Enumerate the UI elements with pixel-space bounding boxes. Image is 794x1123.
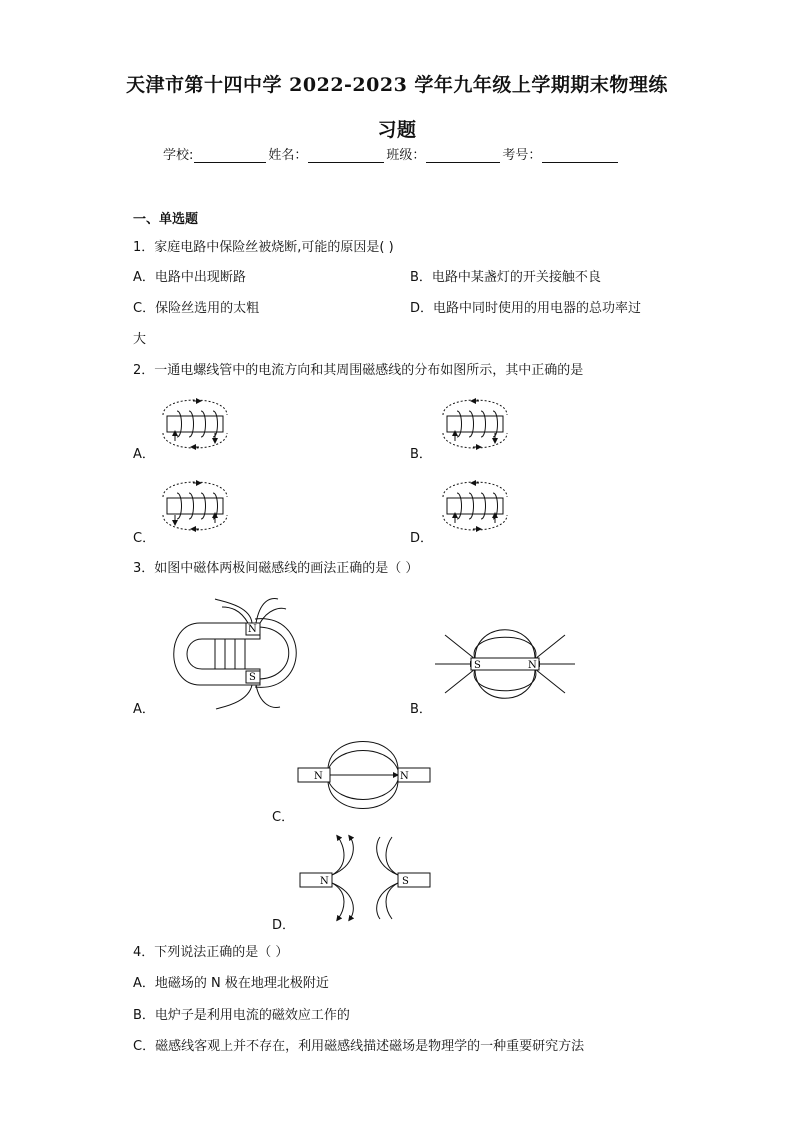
q3a-n-pole-label: N [248, 624, 257, 635]
q3a-s-pole-label: S [249, 672, 256, 683]
exam-number-label: 考号： [502, 148, 542, 163]
exam-title-line1: 天津市第十四中学 2022-2023 学年九年级上学期期末物理练 [126, 74, 668, 96]
q2-label-b: B． [410, 447, 432, 462]
q3-stem: 3．如图中磁体两极间磁感线的画法正确的是（ ） [133, 561, 419, 576]
school-label: 学校: [163, 148, 194, 163]
q1-stem: 1．家庭电路中保险丝被烧断,可能的原因是( ) [133, 240, 394, 255]
q4-option-c: C．磁感线客观上并不存在，利用磁感线描述磁场是物理学的一种重要研究方法 [133, 1039, 585, 1054]
class-blank[interactable] [426, 148, 500, 163]
exam-number-blank[interactable] [542, 148, 618, 163]
q3c-right-n-label: N [400, 771, 409, 782]
q2-label-c: C． [133, 531, 156, 546]
q3-label-d: D． [272, 918, 296, 933]
q2-solenoid-figure-b [435, 393, 515, 455]
q2-solenoid-figure-c [155, 475, 235, 537]
q3c-left-n-label: N [314, 771, 323, 782]
q1-option-a: A．电路中出现断路 [133, 270, 246, 285]
q3-bar-magnet-figure-b [435, 615, 575, 713]
q1-option-b: B．电路中某盏灯的开关接触不良 [410, 270, 601, 285]
q3b-n-pole-label: N [528, 660, 537, 671]
section-heading-single-choice: 一、单选题 [133, 212, 199, 227]
q4-option-a: A．地磁场的 N 极在地理北极附近 [133, 976, 329, 991]
q3-label-c: C． [272, 810, 295, 825]
q2-label-d: D． [410, 531, 434, 546]
q2-solenoid-figure-a [155, 393, 235, 455]
q3d-s-pole-label: S [402, 876, 409, 887]
q2-stem: 2．一通电螺线管中的电流方向和其周围磁感线的分布如图所示，其中正确的是 [133, 363, 584, 378]
q3b-s-pole-label: S [474, 660, 481, 671]
q4-stem: 4．下列说法正确的是（ ） [133, 945, 289, 960]
name-label: 姓名： [268, 148, 308, 163]
q2-label-a: A． [133, 447, 155, 462]
q4-option-b: B．电炉子是利用电流的磁效应工作的 [133, 1008, 350, 1023]
student-info-row [163, 144, 620, 163]
name-blank[interactable] [308, 148, 384, 163]
q3-label-a: A． [133, 702, 155, 717]
q3-n-s-poles-figure-d [298, 835, 433, 920]
school-blank[interactable] [194, 148, 266, 163]
q1-option-d-continued: 大 [133, 332, 147, 347]
q3-label-b: B． [410, 702, 432, 717]
q3-two-n-poles-figure-c [298, 730, 433, 820]
exam-title-line2: 习题 [377, 119, 417, 141]
class-label: 班级： [386, 148, 426, 163]
q3d-n-pole-label: N [320, 876, 329, 887]
q1-option-c: C．保险丝选用的太粗 [133, 301, 260, 316]
q2-solenoid-figure-d [435, 475, 515, 537]
q3-horseshoe-magnet-figure-a [160, 595, 305, 713]
q1-option-d: D．电路中同时使用的用电器的总功率过 [410, 301, 642, 316]
